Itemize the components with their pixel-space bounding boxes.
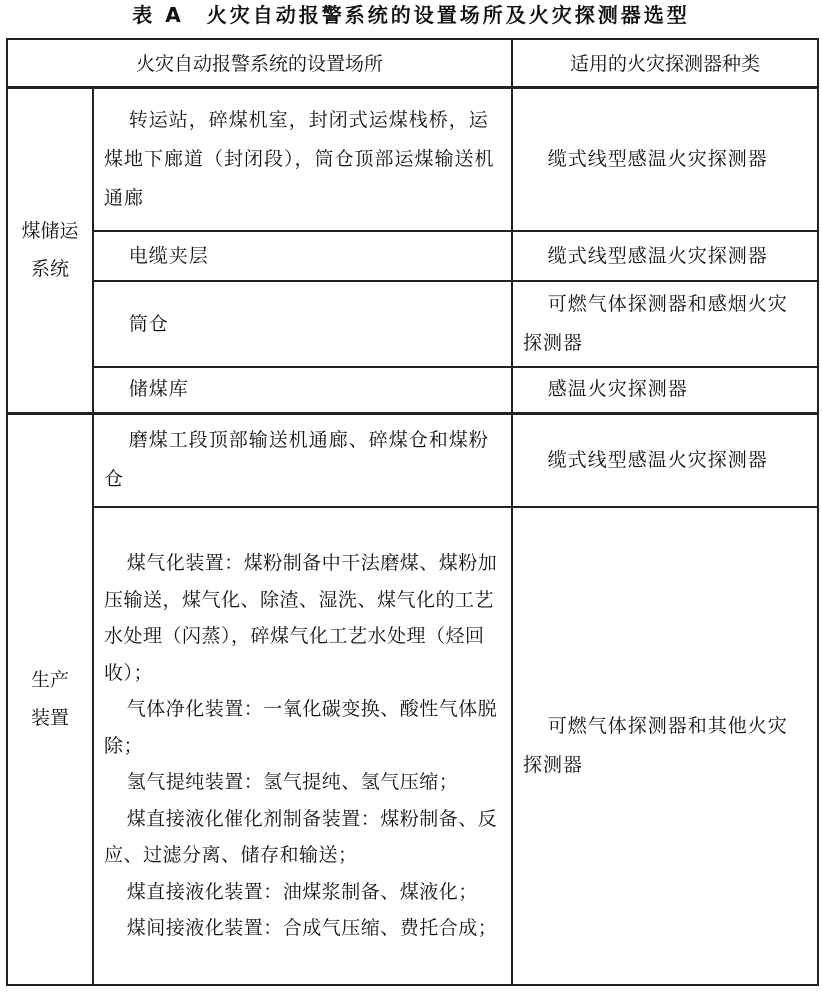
category-cell [7,413,93,985]
category-cell [7,87,93,413]
detector-cell: 缆式线型感温火灾探测器 [512,231,818,281]
place-item: 氢气提纯装置：氢气提纯、氢气压缩； [126,771,459,794]
place-item: 煤气化装置：煤粉制备中干法磨煤、煤粉加压输送，煤气化、除渣、湿洗、煤气化的工艺水处理（闪蒸），碎煤气化工艺水处理（烃回收）； [104,552,498,684]
category-line: 生产 [30,669,69,692]
place-cell: 磨煤工段顶部输送机通廊、碎煤仓和煤粉仓 [93,413,512,507]
table-row [7,367,818,413]
header-place: 火灾自动报警系统的设置场所 [7,39,512,87]
place-item: 煤直接液化装置：油煤浆制备、煤液化； [126,880,478,903]
detector-cell: 缆式线型感温火灾探测器 [512,413,818,507]
table-row [7,281,818,367]
place-cell: 筒仓 [93,281,512,367]
category-line: 装置 [30,707,69,730]
header-row [7,39,818,87]
table-row [7,231,818,281]
place-cell: 转运站，碎煤机室，封闭式运煤栈桥，运煤地下廊道（封闭段），筒仓顶部运煤输送机通廊 [93,87,512,231]
detector-cell: 可燃气体探测器和其他火灾探测器 [512,507,818,985]
header-detector: 适用的火灾探测器种类 [512,39,818,87]
table-row [7,87,818,231]
table-row [7,507,818,985]
table-title: 表 A 火灾自动报警系统的设置场所及火灾探测器选型 [132,3,690,27]
place-cell: 电缆夹层 [93,231,512,281]
category-line: 煤储运 [21,220,79,242]
detector-cell: 感温火灾探测器 [512,367,818,413]
place-cell: 储煤库 [93,367,512,413]
place-item: 煤间接液化装置：合成气压缩、费托合成； [126,917,498,940]
fire-alarm-table [6,38,819,986]
category-line: 系统 [30,258,69,280]
place-cell-list [93,507,512,985]
detector-cell: 可燃气体探测器和感烟火灾探测器 [512,281,818,367]
table-row [7,413,818,507]
place-item: 煤直接液化催化剂制备装置：煤粉制备、反应、过滤分离、储存和输送； [104,807,498,867]
place-item: 气体净化装置：一氧化碳变换、酸性气体脱除； [104,698,498,757]
detector-cell: 缆式线型感温火灾探测器 [512,87,818,231]
